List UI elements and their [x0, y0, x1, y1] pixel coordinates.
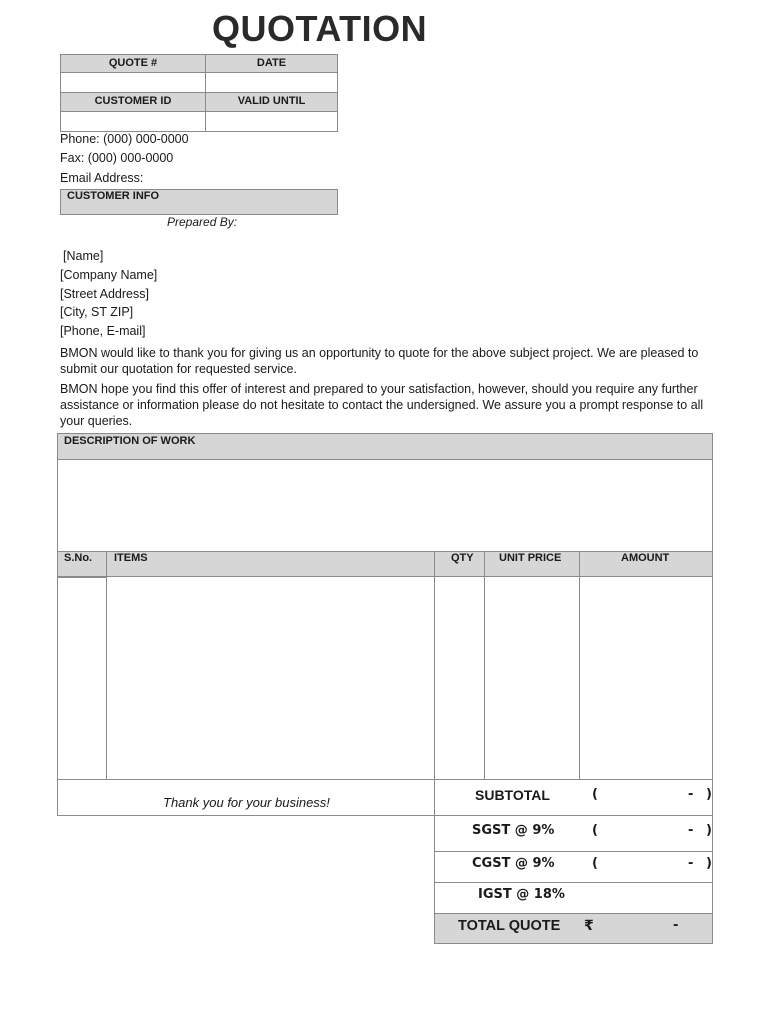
fax-text: Fax: (000) 000-0000: [60, 151, 174, 165]
date-field[interactable]: [205, 72, 338, 93]
col-unit-price: UNIT PRICE: [499, 552, 562, 564]
assurance-paragraph: BMON hope you find this offer of interest and prepared to your satisfaction, however, should you require any further assistance or information please do not hesitate to contact the undersigned. We assure you a prompt response to all your queries.: [60, 382, 704, 428]
intro-paragraph: BMON would like to thank you for giving us an opportunity to quote for the above subject project. We are pleased to submit our quotation for requested service.: [60, 346, 699, 376]
items-sno-cell[interactable]: [57, 577, 107, 780]
subtotal-open-paren: (: [592, 787, 598, 802]
date-label: DATE: [256, 57, 287, 69]
total-dash: -: [673, 918, 679, 933]
sgst-dash: -: [688, 823, 694, 838]
unit-price-column-right-border: [579, 577, 580, 780]
igst-label: IGST @ 18%: [478, 887, 565, 902]
quote-number-header: [60, 54, 206, 73]
sgst-close-paren: ): [706, 823, 712, 838]
description-label: DESCRIPTION OF WORK: [64, 435, 196, 447]
total-quote-label: TOTAL QUOTE: [458, 918, 561, 934]
qty-column-right-border: [484, 577, 485, 780]
valid-until-field[interactable]: [205, 111, 338, 132]
customer-info-label: CUSTOMER INFO: [67, 190, 160, 202]
header-divider: [434, 551, 435, 578]
customer-id-field[interactable]: [60, 111, 206, 132]
qty-column-left-border: [434, 577, 435, 780]
subtotal-close-paren: ): [706, 787, 712, 802]
customer-city: [City, ST ZIP]: [60, 305, 134, 319]
email-text: Email Address:: [60, 171, 144, 185]
amount-column-right-border: [712, 577, 713, 780]
header-divider: [579, 551, 580, 578]
valid-until-label: VALID UNTIL: [237, 95, 306, 107]
customer-name: [Name]: [63, 249, 104, 263]
cgst-close-paren: ): [706, 856, 712, 871]
cgst-dash: -: [688, 856, 694, 871]
phone-text: Phone: (000) 000-0000: [60, 132, 189, 146]
col-sno: S.No.: [64, 552, 93, 564]
page-title: QUOTATION: [212, 8, 428, 49]
sgst-open-paren: (: [592, 823, 598, 838]
customer-phone-email: [Phone, E-mail]: [60, 324, 146, 338]
quote-number-field[interactable]: [60, 72, 206, 93]
customer-info-header: [60, 189, 338, 215]
header-divider: [484, 551, 485, 578]
header-divider: [106, 551, 107, 578]
col-qty: QTY: [451, 552, 474, 564]
col-items: ITEMS: [114, 552, 148, 564]
subtotal-dash: -: [688, 787, 694, 802]
customer-street: [Street Address]: [60, 287, 149, 301]
currency-symbol: ₹: [584, 918, 594, 934]
igst-row: [434, 882, 713, 914]
customer-company: [Company Name]: [60, 268, 158, 282]
quote-number-label: QUOTE #: [108, 57, 158, 69]
description-body[interactable]: [57, 459, 713, 552]
col-amount: AMOUNT: [621, 552, 670, 564]
thank-you-text: Thank you for your business!: [163, 795, 330, 810]
items-header-row: [57, 551, 713, 577]
date-header: [205, 54, 338, 73]
cgst-label: CGST @ 9%: [472, 856, 555, 871]
prepared-by-text: Prepared By:: [167, 215, 238, 229]
valid-until-header: [205, 92, 338, 112]
cgst-open-paren: (: [592, 856, 598, 871]
customer-id-label: CUSTOMER ID: [94, 95, 172, 107]
subtotal-label: SUBTOTAL: [475, 787, 550, 803]
sgst-label: SGST @ 9%: [472, 823, 555, 838]
description-header: [57, 433, 713, 460]
customer-id-header: [60, 92, 206, 112]
